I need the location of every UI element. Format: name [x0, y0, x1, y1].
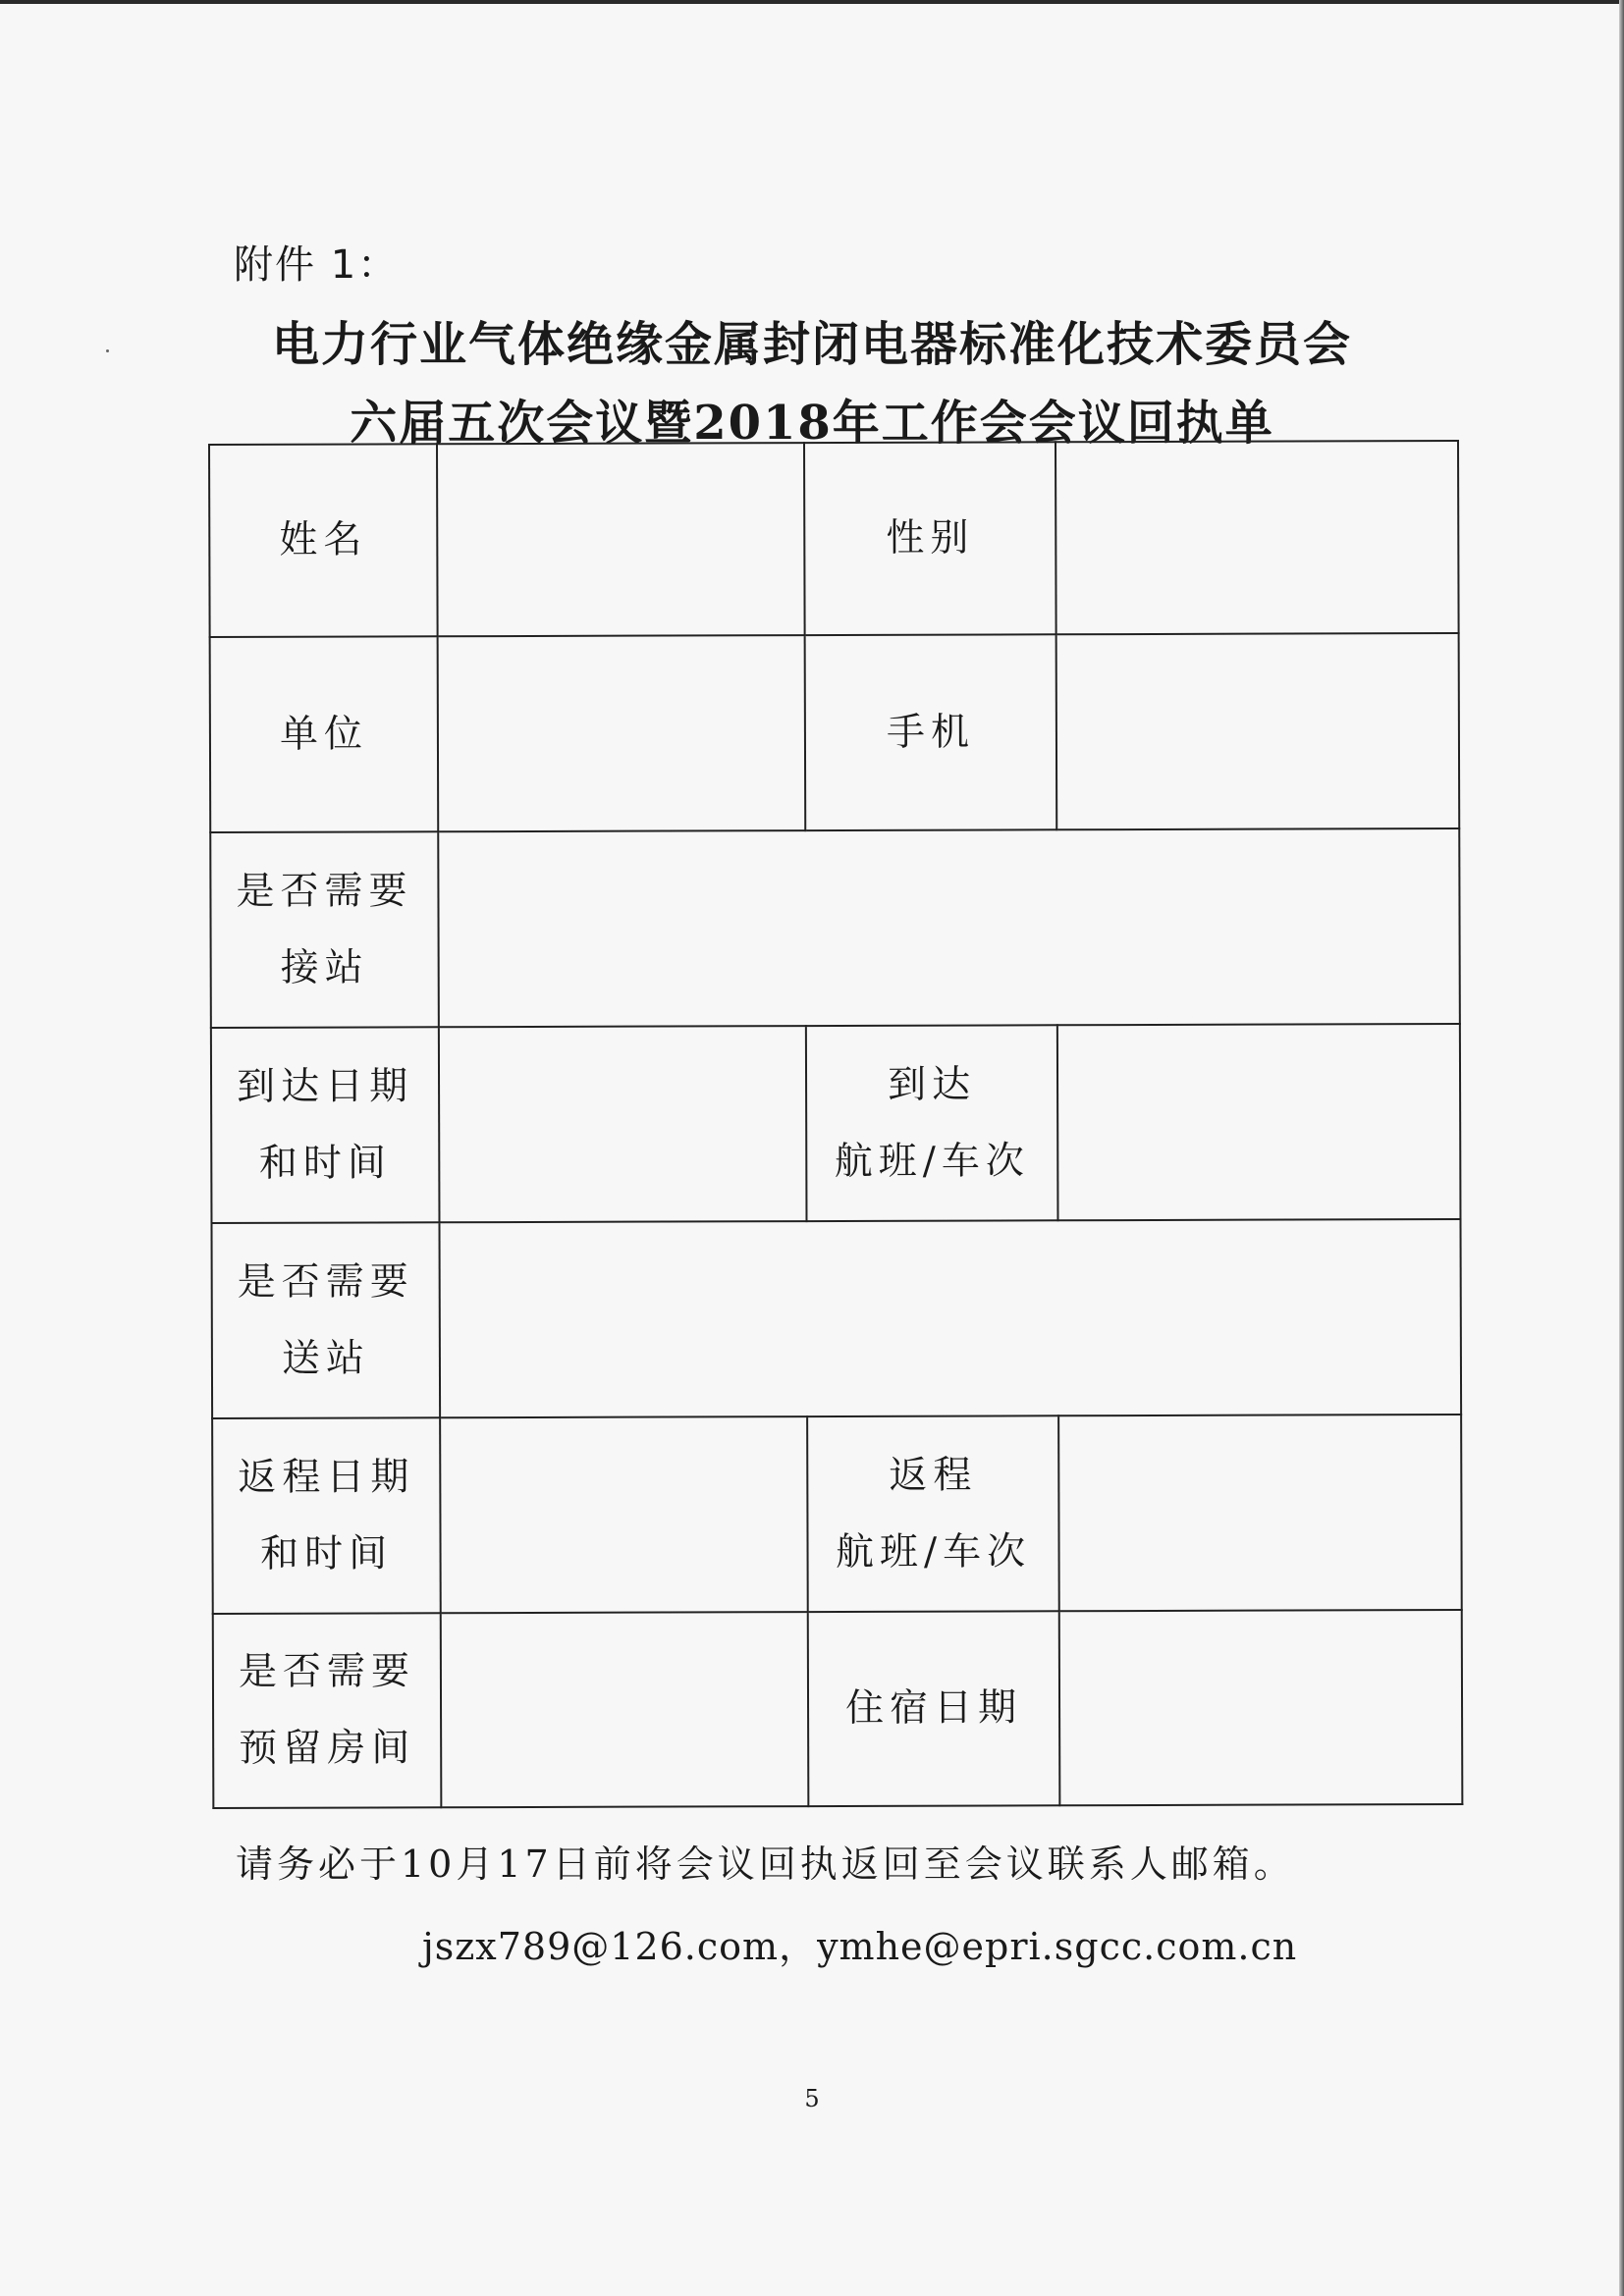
form-row-organization [210, 633, 1460, 832]
mobile-input-cell[interactable] [1056, 633, 1460, 829]
mobile-label: 手机 [886, 710, 975, 755]
form-row-name [209, 441, 1459, 637]
form-row-pickup [210, 828, 1460, 1028]
contact-emails: jszx789@126.com，ymhe@epri.sgcc.com.cn [422, 1925, 1298, 1968]
stay-dates-label: 住宿日期 [844, 1685, 1023, 1731]
need-dropoff-label-cell [211, 1222, 440, 1418]
need-pickup-input-cell[interactable] [438, 828, 1460, 1027]
stay-dates-label-cell [808, 1611, 1060, 1806]
name-input-cell[interactable] [437, 443, 805, 636]
need-dropoff-label: 是否需要 送站 [237, 1258, 414, 1381]
organization-input-cell[interactable] [438, 635, 806, 831]
need-room-input-cell[interactable] [441, 1612, 809, 1807]
name-label-cell [209, 444, 438, 637]
arrival-datetime-input-cell[interactable] [439, 1026, 807, 1222]
scan-top-edge [0, 0, 1624, 4]
need-dropoff-input-cell[interactable] [439, 1219, 1461, 1417]
name-label: 姓名 [279, 517, 368, 562]
stay-dates-input-cell[interactable] [1059, 1610, 1463, 1805]
form-row-room [213, 1610, 1463, 1808]
form-row-arrival [211, 1024, 1461, 1223]
arrival-datetime-label: 到达日期 和时间 [236, 1063, 414, 1186]
attachment-label: 附件 1： [234, 242, 400, 288]
arrival-transport-label: 到达 航班/车次 [834, 1062, 1030, 1184]
need-pickup-label: 是否需要 接站 [236, 868, 413, 990]
need-room-label-cell [213, 1613, 442, 1808]
return-transport-label: 返程 航班/车次 [835, 1453, 1032, 1575]
arrival-transport-label-cell [806, 1025, 1058, 1221]
form-title-line-1: 电力行业气体绝缘金属封闭电器标准化技术委员会 [271, 317, 1352, 372]
page-number: 5 [804, 2085, 820, 2112]
form-title-line-2: 六届五次会议暨2018年工作会会议回执单 [350, 396, 1274, 451]
return-transport-input-cell[interactable] [1058, 1415, 1462, 1611]
organization-label: 单位 [279, 711, 368, 757]
return-datetime-label-cell [212, 1417, 441, 1614]
arrival-datetime-label-cell [211, 1027, 440, 1223]
form-row-dropoff [211, 1219, 1461, 1418]
need-room-label: 是否需要 预留房间 [238, 1649, 416, 1771]
organization-label-cell [210, 636, 439, 832]
submission-note: 请务必于10月17日前将会议回执返回至会议联系人邮箱。 [236, 1842, 1295, 1886]
need-pickup-label-cell [210, 831, 439, 1028]
gender-label: 性别 [886, 515, 975, 561]
receipt-form-table [208, 440, 1463, 1809]
gender-label-cell [804, 442, 1056, 635]
mobile-label-cell [805, 634, 1057, 830]
form-row-return [212, 1415, 1462, 1614]
return-transport-label-cell [807, 1415, 1059, 1612]
return-datetime-input-cell[interactable] [440, 1416, 808, 1613]
return-datetime-label: 返程日期 和时间 [238, 1454, 415, 1576]
gender-input-cell[interactable] [1056, 441, 1459, 634]
arrival-transport-input-cell[interactable] [1057, 1024, 1461, 1220]
